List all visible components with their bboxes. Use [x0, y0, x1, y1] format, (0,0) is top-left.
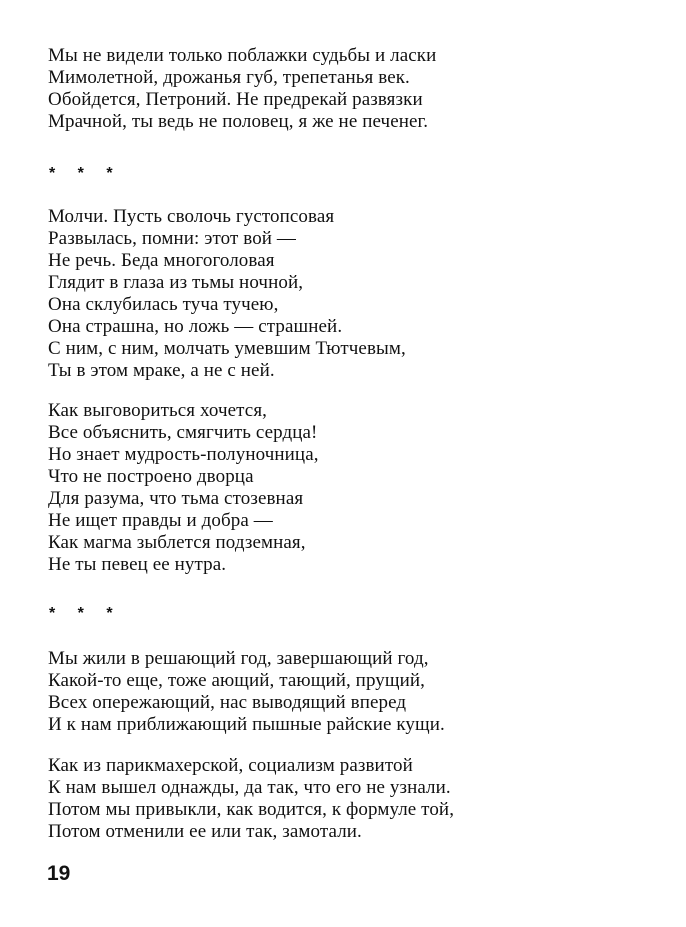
poem-line: Она страшна, но ложь — страшней.	[48, 316, 343, 337]
poem-line: С ним, с ним, молчать умевшим Тютчевым,	[48, 338, 406, 359]
poem-line: Ты в этом мраке, а не с ней.	[48, 360, 275, 381]
poem-line: Мимолетной, дрожанья губ, трепетанья век.	[48, 67, 410, 88]
poem-line: И к нам приближающий пышные райские кущи.	[48, 714, 445, 735]
poem-2-stanza-1	[48, 206, 406, 382]
poem-3-stanza-1	[48, 648, 445, 736]
section-separator: * * *	[49, 605, 122, 622]
page-number: 19	[47, 862, 71, 885]
poem-line: Не речь. Беда многоголовая	[48, 250, 275, 271]
poem-line: Мы не видели только поблажки судьбы и ласки	[48, 45, 437, 66]
poem-1-stanza-1	[48, 45, 436, 133]
poem-line: Как магма зыблется подземная,	[48, 532, 306, 553]
poem-line: Мрачной, ты ведь не половец, я же не печенег.	[48, 111, 429, 132]
poem-line: Мы жили в решающий год, завершающий год,	[48, 648, 429, 669]
poem-line: Для разума, что тьма стозевная	[48, 488, 304, 509]
poem-line: Всех опережающий, нас выводящий вперед	[48, 692, 407, 713]
poem-line: Потом мы привыкли, как водится, к формуле той,	[48, 799, 455, 820]
poem-line: Молчи. Пусть сволочь густопсовая	[48, 206, 335, 227]
poem-3-stanza-2	[48, 755, 454, 843]
poem-line: Как из парикмахерской, социализм развитой	[48, 755, 413, 776]
poem-line: Как выговориться хочется,	[48, 400, 268, 421]
poem-line: Какой-то еще, тоже ающий, тающий, прущий,	[48, 670, 426, 691]
poem-line: Что не построено дворца	[48, 466, 254, 487]
poem-2-stanza-2	[48, 400, 319, 576]
poem-line: Не ищет правды и добра —	[48, 510, 273, 531]
poem-line: Не ты певец ее нутра.	[48, 554, 227, 575]
poem-line: Потом отменили ее или так, замотали.	[48, 821, 362, 842]
poem-line: К нам вышел однажды, да так, что его не узнали.	[48, 777, 451, 798]
poem-line: Глядит в глаза из тьмы ночной,	[48, 272, 304, 293]
poem-line: Обойдется, Петроний. Не предрекай развязки	[48, 89, 423, 110]
poem-line: Развылась, помни: этот вой —	[48, 228, 297, 249]
poem-line: Все объяснить, смягчить сердца!	[48, 422, 318, 443]
section-separator: * * *	[49, 165, 122, 182]
poem-line: Она склубилась туча тучею,	[48, 294, 279, 315]
poem-line: Но знает мудрость-полуночница,	[48, 444, 319, 465]
